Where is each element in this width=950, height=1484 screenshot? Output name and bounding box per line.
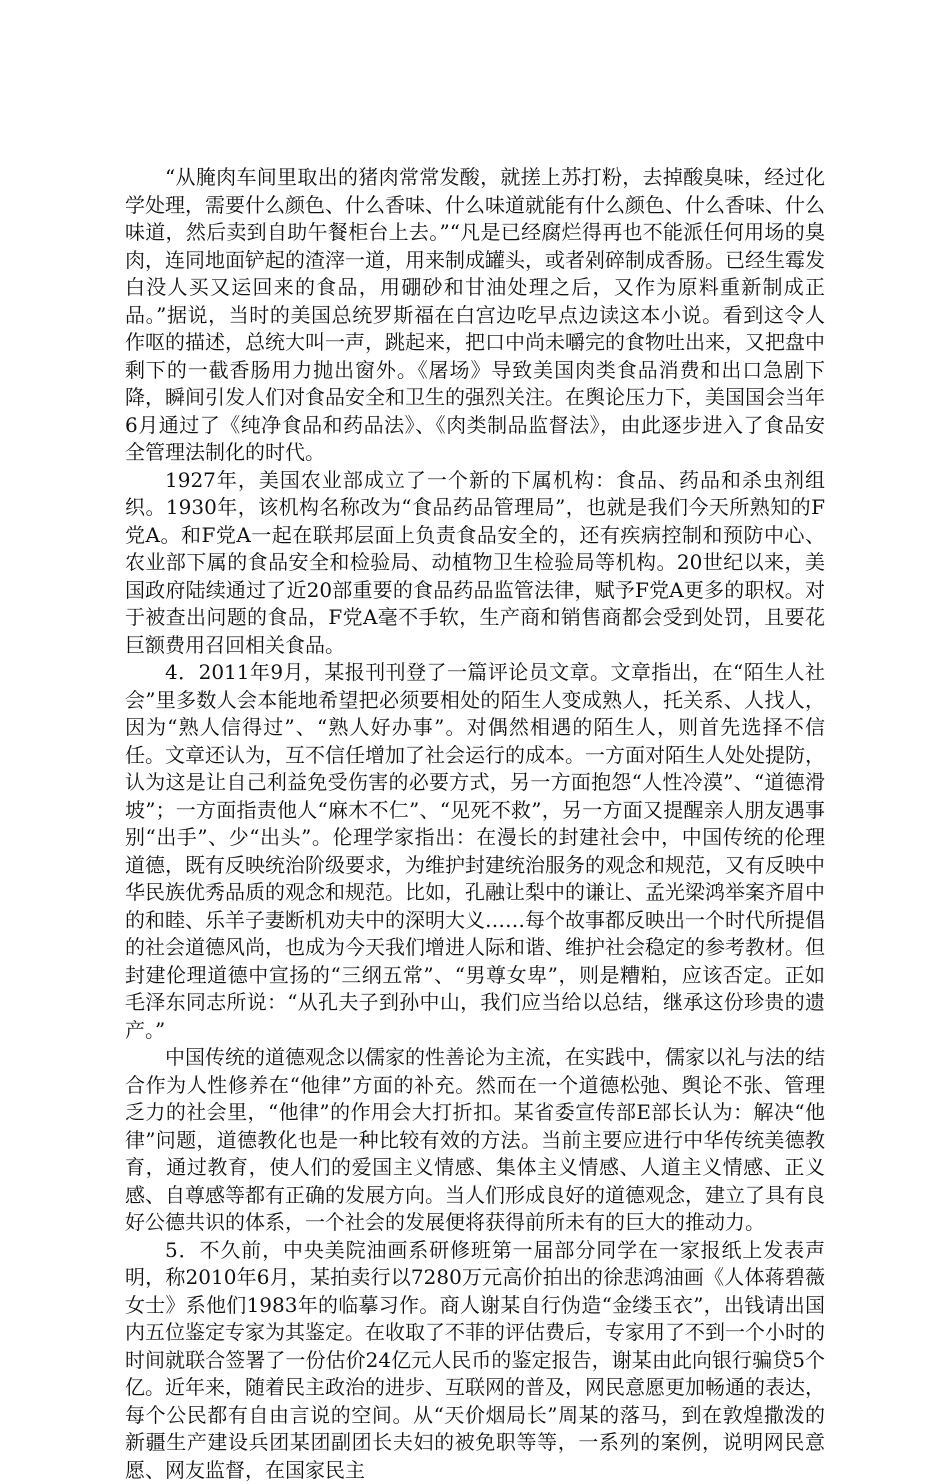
- paragraph-item-5: 5．不久前，中央美院油画系研修班第一届部分同学在一家报纸上发表声明，称2010年6月，某拍卖行以7280万元高价拍出的徐悲鸿油画《人体蒋碧薇女士》系他们1983年的临摹习作。商人谢某自行伪造“金缕玉衣”，出钱请出国内五位鉴定专家为其鉴定。在收取了不菲的评估费后，专家用了不到一个小时的时间就联合签署了一份估价24亿元人民币的鉴定报告，谢某由此向银行骗贷5个亿。近年来，随着民主政治的进步、互联网的普及，网民意愿更加畅通的表达，每个公民都有自由言说的空间。从“天价烟局长”周某的落马，到在敦煌撒泼的新疆生产建设兵团某团副团长夫妇的被免职等等，一系列的案例，说明网民意愿、网友监督，在国家民主: [125, 1237, 825, 1484]
- paragraph-traditional-morality: 中国传统的道德观念以儒家的性善论为主流，在实践中，儒家以礼与法的结合作为人性修养在“他律”方面的补充。然而在一个道德松弛、舆论不张、管理乏力的社会里，“他律”的作用会大打折扣。某省委宣传部E部长认为：解决“他律”问题，道德教化也是一种比较有效的方法。当前主要应进行中华传统美德教育，通过教育，使人们的爱国主义情感、集体主义情感、人道主义情感、正义感、自尊感等都有正确的发展方向。当人们形成良好的道德观念，建立了具有良好公德共识的体系，一个社会的发展便将获得前所未有的巨大的推动力。: [125, 1044, 825, 1237]
- paragraph-item-4: 4．2011年9月，某报刊刊登了一篇评论员文章。文章指出，在“陌生人社会”里多数人会本能地希望把必须要相处的陌生人变成熟人，托关系、人找人，因为“熟人信得过”、“熟人好办事”。对偶然相遇的陌生人，则首先选择不信任。文章还认为，互不信任增加了社会运行的成本。一方面对陌生人处处提防，认为这是让自己利益免受伤害的必要方式，另一方面抱怨“人性冷漠”、“道德滑坡”；一方面指责他人“麻木不仁”、“见死不救”，另一方面又提醒亲人朋友遇事别“出手”、少“出头”。伦理学家指出：在漫长的封建社会中，中国传统的伦理道德，既有反映统治阶级要求，为维护封建统治服务的观念和规范，又有反映中华民族优秀品质的观念和规范。比如，孔融让梨中的谦让、孟光梁鸿举案齐眉中的和睦、乐羊子妻断机劝夫中的深明大义……每个故事都反映出一个时代所提倡的社会道德风尚，也成为今天我们增进人际和谐、维护社会稳定的参考教材。但封建伦理道德中宣扬的“三纲五常”、“男尊女卑”，则是糟粕，应该否定。正如毛泽东同志所说：“从孔夫子到孙中山，我们应当给以总结，继承这份珍贵的遗产。”: [125, 659, 825, 1044]
- paragraph-fda-history: 1927年，美国农业部成立了一个新的下属机构：食品、药品和杀虫剂组织。1930年，该机构名称改为“食品药品管理局”，也就是我们今天所熟知的F党A。和F党A一起在联邦层面上负责食品安全的，还有疾病控制和预防中心、农业部下属的食品安全和检验局、动植物卫生检验局等机构。20世纪以来，美国政府陆续通过了近20部重要的食品药品监管法律，赋予F党A更多的职权。对于被查出问题的食品，F党A毫不手软，生产商和销售商都会受到处罚，且要花巨额费用召回相关食品。: [125, 467, 825, 660]
- document-body: [125, 164, 825, 1484]
- paragraph-meat-quote: “从腌肉车间里取出的猪肉常常发酸，就搓上苏打粉，去掉酸臭味，经过化学处理，需要什么颜色、什么香味、什么味道就能有什么颜色、什么香味、什么味道，然后卖到自助午餐柜台上去。”“凡是已经腐烂得再也不能派任何用场的臭肉，连同地面铲起的渣滓一道，用来制成罐头，或者剁碎制成香肠。已经生霉发白没人买又运回来的食品，用硼砂和甘油处理之后，又作为原料重新制成正品。”据说，当时的美国总统罗斯福在白宫边吃早点边读这本小说。看到这令人作呕的描述，总统大叫一声，跳起来，把口中尚未嚼完的食物吐出来，又把盘中剩下的一截香肠用力抛出窗外。《屠场》导致美国肉类食品消费和出口急剧下降，瞬间引发人们对食品安全和卫生的强烈关注。在舆论压力下，美国国会当年6月通过了《纯净食品和药品法》、《肉类制品监督法》，由此逐步进入了食品安全管理法制化的时代。: [125, 164, 825, 467]
